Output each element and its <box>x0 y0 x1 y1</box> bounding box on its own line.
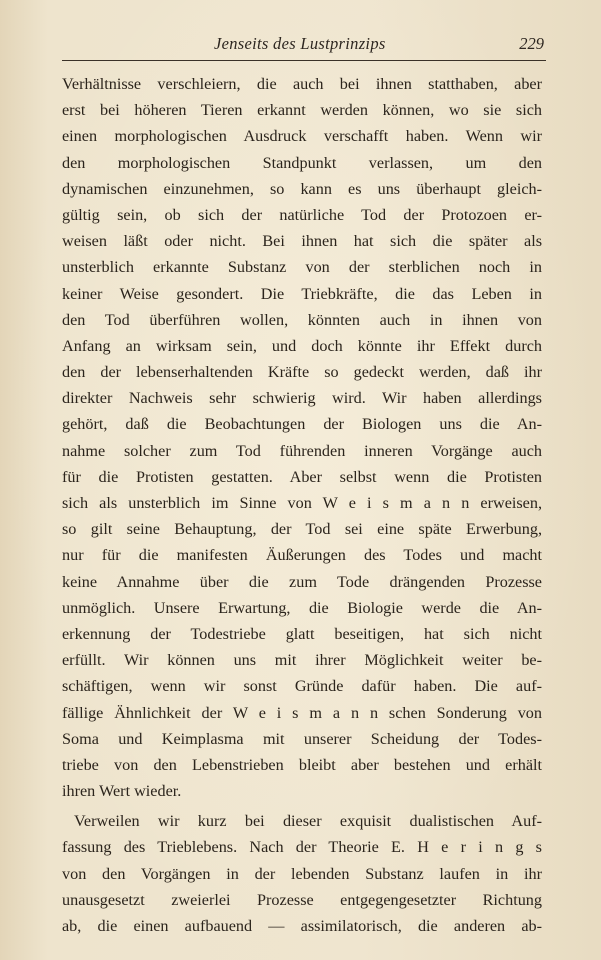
text-line: von den Vorgängen in der lebenden Substanz laufen in ihr <box>62 864 542 883</box>
text-line: schäftigen, wenn wir sonst Gründe dafür haben. Die auf- <box>62 677 542 696</box>
body-text <box>62 71 542 939</box>
paragraph <box>62 71 542 804</box>
text-line: Verweilen wir kurz bei dieser exquisit dualistischen Auf- <box>74 812 542 831</box>
text-line: sich als unsterblich im Sinne von W e i s m a n n erweisen, <box>62 494 542 512</box>
text-line: fassung des Trieblebens. Nach der Theorie E. H e r i n g s <box>62 838 542 857</box>
text-line: dynamischen einzunehmen, so kann es uns überhaupt gleich- <box>62 179 542 198</box>
text-line: den der lebenserhaltenden Kräfte so gedeckt werden, daß ihr <box>62 363 542 382</box>
text-line: erst bei höheren Tieren erkannt werden können, wo sie sich <box>62 101 542 120</box>
text-line: für die Protisten gestatten. Aber selbst wenn die Protisten <box>62 467 542 486</box>
text-line: unsterblich erkannte Substanz von der sterblichen noch in <box>62 258 542 277</box>
text-line: unmöglich. Unsere Erwartung, die Biologie werde die An- <box>62 598 542 617</box>
text-line: weisen läßt oder nicht. Bei ihnen hat sich die später als <box>62 232 542 251</box>
text-line: den Tod überführen wollen, könnten auch in ihnen von <box>62 310 542 329</box>
text-line: gehört, daß die Beobachtungen der Biologen uns die An- <box>62 415 542 434</box>
text-line: gültig sein, ob sich der natürliche Tod der Protozoen er- <box>62 205 542 224</box>
text-line: den morphologischen Standpunkt verlassen, um den <box>62 153 542 172</box>
text-line: erfüllt. Wir können uns mit ihrer Möglichkeit weiter be- <box>62 651 542 670</box>
text-line: Verhältnisse verschleiern, die auch bei ihnen statthaben, aber <box>62 75 542 93</box>
page-header <box>62 34 546 58</box>
text-line: Anfang an wirksam sein, und doch könnte ihr Effekt durch <box>62 336 542 355</box>
text-line: triebe von den Lebenstrieben bleibt aber bestehen und erhält <box>62 755 542 774</box>
text-line: direkter Nachweis sehr schwierig wird. Wir haben allerdings <box>62 389 542 408</box>
page-number: 229 <box>519 34 544 53</box>
text-line: unausgesetzt zweierlei Prozesse entgegengesetzter Richtung <box>62 890 542 909</box>
header-rule <box>62 60 546 61</box>
text-line: Soma und Keimplasma mit unserer Scheidung der Todes- <box>62 729 542 748</box>
text-line: ab, die einen aufbauend — assimilatorisch, die anderen ab- <box>62 917 542 935</box>
paragraph <box>62 808 542 939</box>
text-line: einen morphologischen Ausdruck verschafft haben. Wenn wir <box>62 127 542 146</box>
text-line: nahme solcher zum Tod führenden inneren Vorgänge auch <box>62 441 542 460</box>
text-line: keiner Weise gesondert. Die Triebkräfte, die das Leben in <box>62 284 542 303</box>
text-line: erkennung der Todestriebe glatt beseitigen, hat sich nicht <box>62 624 542 643</box>
text-line: ihren Wert wieder. <box>62 782 182 801</box>
text-line: fällige Ähnlichkeit der W e i s m a n n schen Sonderung von <box>62 703 542 722</box>
text-line: nur für die manifesten Äußerungen des Todes und macht <box>62 546 542 565</box>
running-title: Jenseits des Lustprinzips <box>214 34 386 53</box>
text-line: so gilt seine Behauptung, der Tod sei eine späte Erwerbung, <box>62 520 542 539</box>
text-line: keine Annahme über die zum Tode drängenden Prozesse <box>62 572 542 591</box>
